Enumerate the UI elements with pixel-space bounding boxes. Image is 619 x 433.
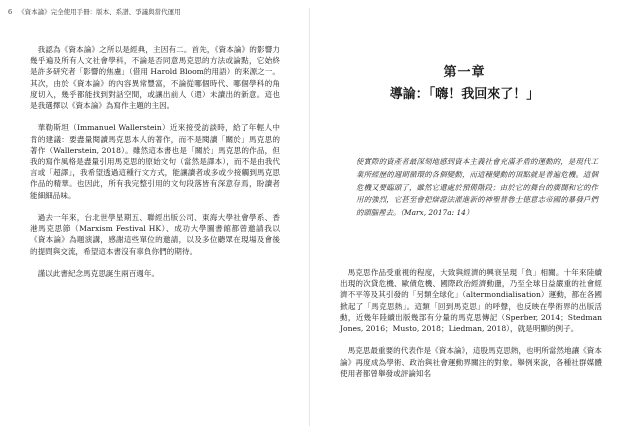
paragraph: 過去一年來，台北世學星期五、聯經出版公司、東海大學社會學系、香港馬克思節（Marxism Festival HK）、成功大學圖書館都曾邀請我以《資本論》為題演講，感謝這些單位的邀請，以及多位聽眾在現場及會後的提問與交流，希望這本書沒有辜負你們的期待。 <box>30 213 280 256</box>
paragraph: 謹以此書紀念馬克思誕生兩百週年。 <box>37 269 160 279</box>
right-page <box>310 0 619 433</box>
paragraph: 馬克思最重要的代表作是《資本論》，這股馬克思熱，也明所當然地讓《資本論》再度成為學術、政治與社會運動界關注的對象。舉例來說，各種社群媒體使用者都曾舉發或評論知名 <box>340 346 602 378</box>
chapter-body <box>340 267 602 390</box>
paragraph: 華勒斯坦（Immanuel Wallerstein）近來接受訪談時，給了年輕人中肯的建議：要盡量閱讀馬克思本人的著作，而不是閱讀「關於」馬克思的著作（Wallerstein, 2018）。雖然這本書也是「關於」馬克思的作品，但我的寫作風格是盡量引用馬克思的原始文句（當然是譯本），而不是由我代言或「超譯」，我希望透過這種行文方式，能讓讀者或多或少接觸到馬克思作品的精華。也因此，所有我完整引用的文句段落皆有深意存焉，盼讀者能細細品味。 <box>30 123 280 200</box>
paragraph: 馬克思作品受重視的程度，大致與經濟的興衰呈現「負」相關。十年來陸續出現的次貸危機、歐債危機、國際政治經濟動盪，乃至全球日益嚴重的社會經濟不平等及其引發的「另類全球化」（altermondialisation）運動，都在各國掀起了「馬克思熱」。這類「回到馬克思」的呼聲，也反映在學術界的出版活動，近幾年陸續出版幾部有分量的馬克思傳記（Sperber, 2014；Stedman Jones, 2016；Musto, 2018；Liedman, 2018），就是明顯的例子。 <box>340 268 602 334</box>
preface-body <box>30 44 280 290</box>
chapter-heading <box>310 64 619 104</box>
chapter-title: 導論：「嗨！我回來了！」 <box>389 87 540 102</box>
left-page <box>0 0 309 433</box>
page-number: 6 <box>8 8 13 16</box>
paragraph: 我認為《資本論》之所以是經典，主因有二。首先，《資本論》的影響力幾乎遍及所有人文社會學科，不論是否同意馬克思的方法或論點，它始終是許多研究者「影響的焦慮」（借用 Harold Bloom的用語）的來源之一。其次，由於《資本論》的內容異常豐富，不論從哪個時代、哪個學科的角度切入，幾乎都能找到對話空間，或讓出前人（還）未讀出的新意。這也是我選擇以《資本論》為寫作主題的主因。 <box>30 45 280 111</box>
epigraph <box>356 156 598 220</box>
epigraph-text: 使實際的資產者最深刻地感到資本主義社會充滿矛盾的運動的，是現代工業所經歷的週期循環的各個變動，而這種變動的頂點就是普遍危機。這個危機又要臨頭了，雖然它還處於預備階段；由於它的舞台的廣闊和它的作用的強烈，它甚至會把辯證法灌進新的神聖普魯士德意志帝國的暴發戶們的頭腦裡去。（Marx, 2017a: 14） <box>356 157 598 218</box>
chapter-label: 第一章 <box>443 65 486 80</box>
running-head <box>8 8 288 17</box>
running-head-title: 《資本論》完全使用手冊：版本、系譜、爭議與當代運用 <box>18 8 181 16</box>
